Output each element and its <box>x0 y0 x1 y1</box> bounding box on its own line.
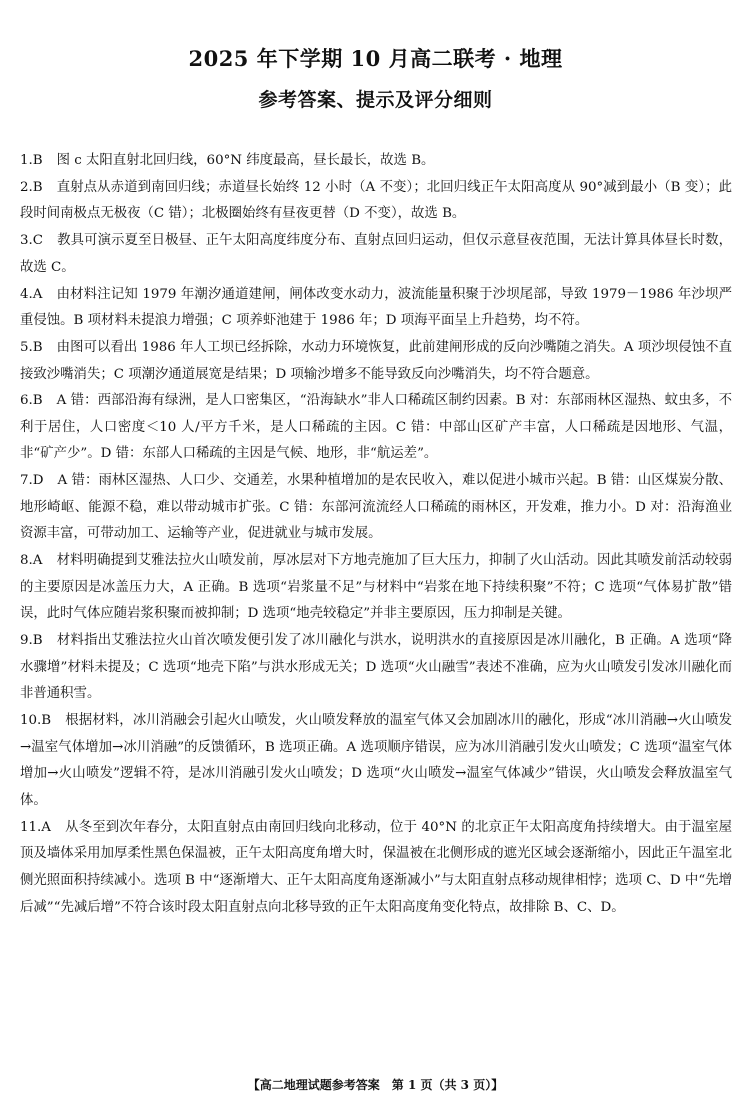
page-footer: 【高二地理试题参考答案 第 1 页（共 3 页）】 <box>247 1078 504 1092</box>
answer-item <box>20 335 732 388</box>
answer-number: 1. <box>20 153 33 168</box>
answer-choice: B <box>32 633 43 649</box>
answer-explanation: 由材料注记知 1979 年潮汐通道建闸，闸体改变水动力，波流能量积聚于沙坝尾部，导致 1979－1986 年沙坝严重侵蚀。B 项材料未提浪力增强；C 项养虾池建于 1986 年；D 项海平面呈上升趋势，均不符。 <box>20 286 732 329</box>
answer-item <box>20 628 732 708</box>
answer-number: 8. <box>20 553 33 569</box>
answer-item <box>20 548 732 628</box>
answer-choice: B <box>32 153 43 168</box>
answer-explanation: 材料明确提到艾雅法拉火山喷发前，厚冰层对下方地壳施加了巨大压力，抑制了火山活动。因此其喷发前活动较弱的主要原因是冰盖压力大，A 正确。B 选项“岩浆量不足”与材料中“岩浆在地下持续积聚”不符；C 选项“气体易扩散”错误，此时气体应随岩浆积聚而被抑制；D 选项“地壳较稳定”并非主要原因，压力抑制是关键。 <box>20 553 732 622</box>
answer-explanation: 从冬至到次年春分，太阳直射点由南回归线向北移动，位于 40°N 的北京正午太阳高度角持续增大。由于温室屋顶及墙体采用加厚柔性黑色保温被，正午太阳高度角增大时，保温被在北侧形成的遮光区域会逐渐缩小，因此正午温室北侧光照面积持续减小。选项 B 中“逐渐增大、正午太阳高度角逐渐减小”与太阳直射点移动规律相悖；选项 C、D 中“先增后减”“先减后增”不符合该时段太阳直射点向北移导致的正午太阳高度角变化特点，故排除 B、C、D。 <box>20 819 732 915</box>
page-title: 2025 年下学期 10 月高二联考 · 地理 <box>188 46 563 71</box>
answer-item <box>20 708 732 814</box>
answer-choice: B <box>32 393 43 409</box>
answer-item <box>20 228 732 281</box>
answer-choice: A <box>41 819 51 835</box>
answer-number: 6. <box>20 393 33 409</box>
answer-choice: A <box>32 286 43 302</box>
answer-item <box>20 388 732 468</box>
answer-explanation: 教具可演示夏至日极昼、正午太阳高度纬度分布、直射点回归运动，但仅示意昼夜范围，无法计算具体昼长时数，故选 C。 <box>20 233 732 275</box>
answer-choice: D <box>32 473 44 489</box>
answer-explanation: 由图可以看出 1986 年人工坝已经拆除，水动力环境恢复，此前建闸形成的反向沙嘴随之消失。A 项沙坝侵蚀不直接致沙嘴消失；C 项潮汐通道展宽是结果；D 项输沙增多不能导致反向沙嘴消失，均不符合题意。 <box>20 339 732 382</box>
page-subtitle: 参考答案、提示及评分细则 <box>258 89 493 111</box>
answer-item <box>20 815 732 921</box>
answer-explanation: 材料指出艾雅法拉火山首次喷发便引发了冰川融化与洪水，说明洪水的直接原因是冰川融化，B 正确。A 选项“降水骤增”材料未提及；C 选项“地壳下陷”与洪水形成无关；D 选项“火山融雪”表述不准确，应为火山喷发引发冰川融化而非普通积雪。 <box>20 633 732 702</box>
answer-number: 10. <box>20 713 42 729</box>
answer-explanation: A 错：雨林区湿热、人口少、交通差，水果种植增加的是农民收入，难以促进小城市兴起。B 错：山区煤炭分散、地形崎岖、能源不稳，难以带动城市扩张。C 错：东部河流流经人口稀疏的雨林区，开发难，推力小。D 对：沿海渔业资源丰富，可带动加工、运输等产业，促进就业与城市发展。 <box>20 473 732 542</box>
answer-item <box>20 468 732 548</box>
answer-item <box>20 175 732 228</box>
answer-number: 11. <box>20 819 42 835</box>
answer-number: 2. <box>20 179 33 195</box>
answer-choice: B <box>32 179 43 195</box>
answer-explanation: 根据材料，冰川消融会引起火山喷发，火山喷发释放的温室气体又会加剧冰川的融化，形成“冰川消融→火山喷发→温室气体增加→冰川消融”的反馈循环，B 选项正确。A 选项顺序错误，应为冰川消融引发火山喷发；C 选项“温室气体增加→火山喷发”逻辑不符，是冰川消融引发火山喷发；D 选项“火山喷发→温室气体减少”错误，火山喷发会释放温室气体。 <box>20 713 732 808</box>
answer-item <box>20 148 732 175</box>
answer-choice: B <box>41 713 52 729</box>
answer-number: 7. <box>20 473 33 489</box>
answer-list <box>20 148 732 921</box>
answer-choice: B <box>32 339 43 355</box>
answer-number: 3. <box>20 233 33 249</box>
answer-explanation: 直射点从赤道到南回归线；赤道昼长始终 12 小时（A 不变）；北回归线正午太阳高度从 90°减到最小（B 变）；此段时间南极点无极夜（C 错）；北极圈始终有昼夜更替（D 不变），故选 B。 <box>20 179 732 222</box>
answer-explanation: A 错：西部沿海有绿洲，是人口密集区，“沿海缺水”非人口稀疏区制约因素。B 对：东部雨林区湿热、蚊虫多，不利于居住，人口密度＜10 人/平方千米，是人口稀疏的主因。C 错：中部山区矿产丰富，人口稀疏是因地形、气温，非“矿产少”。D 错：东部人口稀疏的主因是气候、地形，非“航运差”。 <box>20 393 732 462</box>
answer-number: 9. <box>20 633 33 649</box>
answer-item <box>20 282 732 335</box>
answer-number: 4. <box>20 286 33 302</box>
answer-choice: A <box>32 553 43 569</box>
answer-number: 5. <box>20 339 33 355</box>
answer-explanation: 图 c 太阳直射北回归线，60°N 纬度最高，昼长最长，故选 B。 <box>56 153 435 168</box>
answer-choice: C <box>32 233 44 249</box>
